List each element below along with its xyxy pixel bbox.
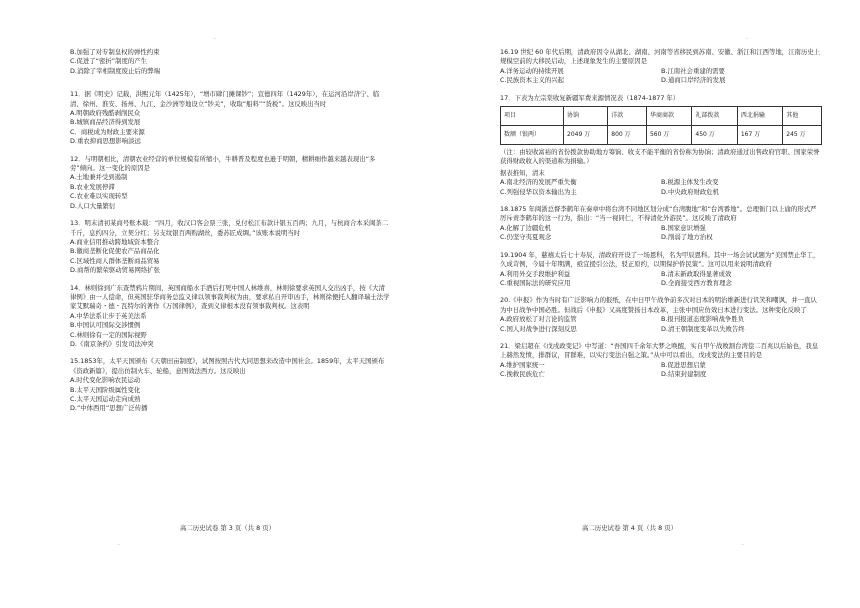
table-cell: 800 万 — [608, 126, 647, 145]
table-cell: 245 万 — [783, 126, 822, 145]
option: A.土地兼并受到遏制 — [70, 173, 128, 182]
options-grid — [500, 270, 822, 289]
options-grid — [500, 315, 822, 334]
option: C.民族资本主义的兴起 — [500, 76, 565, 85]
option: B.徽商垄断化促使农产品商品化 — [70, 247, 160, 256]
question-stem: 21．梁启超在《戊戌政变记》中写道：“吾国四千余年大梦之唤醒，实自甲午战败割台湾偿二百兆以后始也，我皇上赫然发愤，排群议，冒群难，以实行变法自强之策。”从中可以看出，戊戌变法的主要目的是 — [500, 341, 819, 360]
option: C.仍坚守夷夏观念 — [500, 233, 552, 242]
option: A.明朝政府残酷剥削民众 — [70, 109, 141, 118]
question-stem: 11．据《明史》记载，洪熙元年（1425年），“增市肆门摊课钞”；宣德四年（1429年），在运河沿岸济宁、临清、徐州、淮安、扬州、九江、金沙洲等地设立“钞关”，收取“船料”“货税”。这反映出当时 — [70, 90, 380, 108]
option: D.通商口岸经济的发展 — [661, 76, 726, 85]
question-stem-2: 据表推知，清末 — [500, 168, 545, 177]
option: D.清王朝制度变革以失败告终 — [661, 324, 745, 333]
table-cell: 项目 — [501, 107, 564, 126]
option: C.农业难以实现转型 — [70, 192, 128, 201]
military-expense-table — [500, 106, 822, 145]
page-mark: . — [118, 540, 120, 547]
question-stem: 13．明末清初某商号账本载：“四月，收汉口客会票三张，兑付松江布款计银五百两；九月，与杭商合本采闽茶二千斤，息约四分，立契分红；另支纹银百两购湖丝，委苏匠成绸。”该账本说明当时 — [70, 219, 389, 237]
options-grid — [500, 361, 822, 380]
question-13 — [70, 219, 390, 275]
option: B.税源主体发生改变 — [661, 178, 719, 187]
page-4-column — [500, 48, 822, 388]
options-grid — [500, 67, 822, 86]
option: D.“中体西用”思想广泛传播 — [70, 404, 148, 413]
question-14 — [70, 284, 390, 350]
table-cell: 450 万 — [692, 126, 737, 145]
option: B.城镇商品经济得到发展 — [70, 118, 141, 127]
exam-page-4 — [430, 0, 860, 608]
table-cell: 数额（银两） — [501, 126, 564, 145]
option: C.林则徐有一定的国际视野 — [70, 330, 147, 339]
option: A.利用外交手段维护利益 — [500, 269, 571, 278]
option: B.促进思想启蒙 — [661, 360, 706, 369]
option: C.国人对战争进行深刻反思 — [500, 324, 577, 333]
table-cell: 2049 万 — [564, 126, 608, 145]
question-stem: 15.1853年，太平天国颁布《天朝田亩制度》，试图按照古代大同思想来改造中国社会。1859年，太平天国颁布《资政新篇》，提出仿制火车、轮船，意图效法西方。这反映出 — [70, 357, 385, 375]
option: C.挽救民族危亡 — [500, 370, 545, 379]
table-cell: 华商商款 — [646, 107, 691, 126]
options-grid — [500, 224, 822, 243]
option: A.洋务运动的持续开展 — [500, 66, 564, 75]
question-15 — [70, 357, 390, 413]
question-stem: 17．下表为左宗棠收复新疆军费来源情况表（1874-1877 年） — [500, 93, 680, 102]
option: A.南北经济的发展严重失衡 — [500, 178, 577, 187]
option: D.重农抑商思想影响淡远 — [70, 137, 141, 146]
question-stem: 19.1904 年，慈禧太后七十寿辰，清政府开设了一场恩科，名为甲辰恩科。其中一场会试试题为“美国禁止华工，久成苛例，今届十年期满，亟宜援引公法，驳正原约，以期保护侨民策”。这可以用来说明清政府 — [500, 250, 820, 269]
option: A.化解了边疆危机 — [500, 223, 552, 232]
question-19 — [500, 251, 822, 289]
option: A.时代变化影响农民运动 — [70, 376, 141, 385]
question-10-tail — [70, 48, 390, 76]
option: C.重视国际法的研究应用 — [500, 278, 571, 287]
table-cell: 560 万 — [646, 126, 691, 145]
table-cell: 西北捐输 — [737, 107, 782, 126]
table-cell: 协饷 — [564, 107, 608, 126]
option: C．商税成为财政主要来源 — [70, 127, 145, 136]
page-mark: . — [214, 34, 216, 41]
question-11 — [70, 90, 390, 146]
option: D.《南京条约》引发司法冲突 — [70, 339, 154, 348]
question-17 — [500, 94, 822, 197]
option: D.中央政府财政危机 — [661, 187, 720, 196]
option: B.江南社会重建的需要 — [661, 66, 725, 75]
option: B.报刊报道态度影响战争胜负 — [661, 315, 745, 324]
question-16 — [500, 48, 822, 86]
option: D.全面接受西方教育理念 — [661, 278, 732, 287]
question-12 — [70, 155, 390, 211]
table-row — [501, 126, 822, 145]
question-stem: 12．与明朝相比，清朝农业经营的单位规模有所缩小，牛耕普及程度也逊于明朝，精耕细作越来越表现出“多劳”倾向。这一变化的原因是 — [70, 154, 376, 173]
option: B.清末新政取得显著成效 — [661, 269, 732, 278]
page-footer: 高二历史试卷 第 4 页（共 8 页） — [582, 524, 677, 532]
option: A.中华法系让步于英美法系 — [70, 311, 147, 320]
question-stem: 14．林则徐到广东查禁鸦片期间，英国商船水手酒后打死中国人林维喜，林则徐要求英国人交出凶手，按《大清律例》由一人偿命，但英国驻华商务总监义律以领事裁判权为由，要求私自开审凶手，林则徐便托人翻译瑞士法学家艾默瑞奇・德・瓦特尔的著作《万国律例》，查到义律根本没有领事裁判权。这表明 — [70, 283, 390, 311]
table-note: （注：由较收富裕的省份拨款协助地方筹饷、收支不能平衡的省份称为协饷；清政府通过出售政府官职、国家荣誉获得财政收入的渠道称为捐输。） — [500, 148, 820, 166]
table-cell: 167 万 — [737, 126, 782, 145]
question-18 — [500, 205, 822, 243]
question-20 — [500, 296, 822, 334]
option: A.商业信用推动跨地域资本整合 — [70, 237, 160, 246]
table-cell: 其他 — [783, 107, 822, 126]
question-stem: 18.1875 年闽浙总督李鹤年在奏章中将台湾不同地区划分成“台湾腹地”和“台湾番地”。总理衙门以上谕的形式严厉斥责李鹤年的这一行为，指出：“当一视同仁，不得清化外游民”。这反映了清政府 — [500, 205, 817, 223]
question-21 — [500, 342, 822, 380]
option: C.列强侵华以资本输出为主 — [500, 187, 577, 196]
option: B.农业发展停滞 — [70, 182, 115, 191]
option: C.区域性商人群体垄断商品贸易 — [70, 256, 160, 265]
option: B.国家意识增强 — [661, 223, 706, 232]
table-cell: 礼部拨款 — [692, 107, 737, 126]
option: D.消除了宰相制度废止后的弊端 — [70, 66, 161, 75]
page-3-column — [70, 48, 390, 422]
page-footer: 高二历史试卷 第 3 页（共 8 页） — [180, 524, 275, 532]
page-mark: . — [742, 540, 744, 547]
question-stem: 16.19 世纪 60 年代后期，清政府因令从湖北、湖南、河南等省移民到苏南、安徽、浙江和江西等地，江南历史上规模空前的大移民启动，上述现象发生的主要原因是 — [500, 48, 821, 66]
page-mark: . — [746, 34, 748, 41]
option: C.促进了“密折”制度的产生 — [70, 57, 148, 66]
option: B.加强了对专制皇权的弹性约束 — [70, 48, 160, 56]
option: D.削弱了地方治权 — [661, 233, 713, 242]
option: D.人口大量繁衍 — [70, 201, 116, 210]
option: A.维护国家统一 — [500, 360, 545, 369]
option: C.太平天国运动走向成熟 — [70, 395, 141, 403]
table-cell: 洋款 — [608, 107, 647, 126]
table-header-row — [501, 107, 822, 126]
option: D.结束封建制度 — [661, 370, 707, 379]
option: A.政府放松了对言论的监管 — [500, 315, 577, 324]
option: D.商帮的繁荣驱动贸易网络扩张 — [70, 266, 161, 275]
option: B.中国认可国际交涉惯例 — [70, 321, 141, 330]
options-grid — [500, 178, 822, 197]
question-stem: 20.《申报》作为当时有广泛影响力的报纸，在中日甲午战争前多次对日本的明治维新进行讥笑和嘲讽，并一直认为中日战争中国必胜。但战后《申报》又高度赞扬日本改革，主张中国应仿效日本进行变法。这种变化反映了 — [500, 296, 817, 314]
option: B.太平天国阶级属性变化 — [70, 385, 141, 394]
